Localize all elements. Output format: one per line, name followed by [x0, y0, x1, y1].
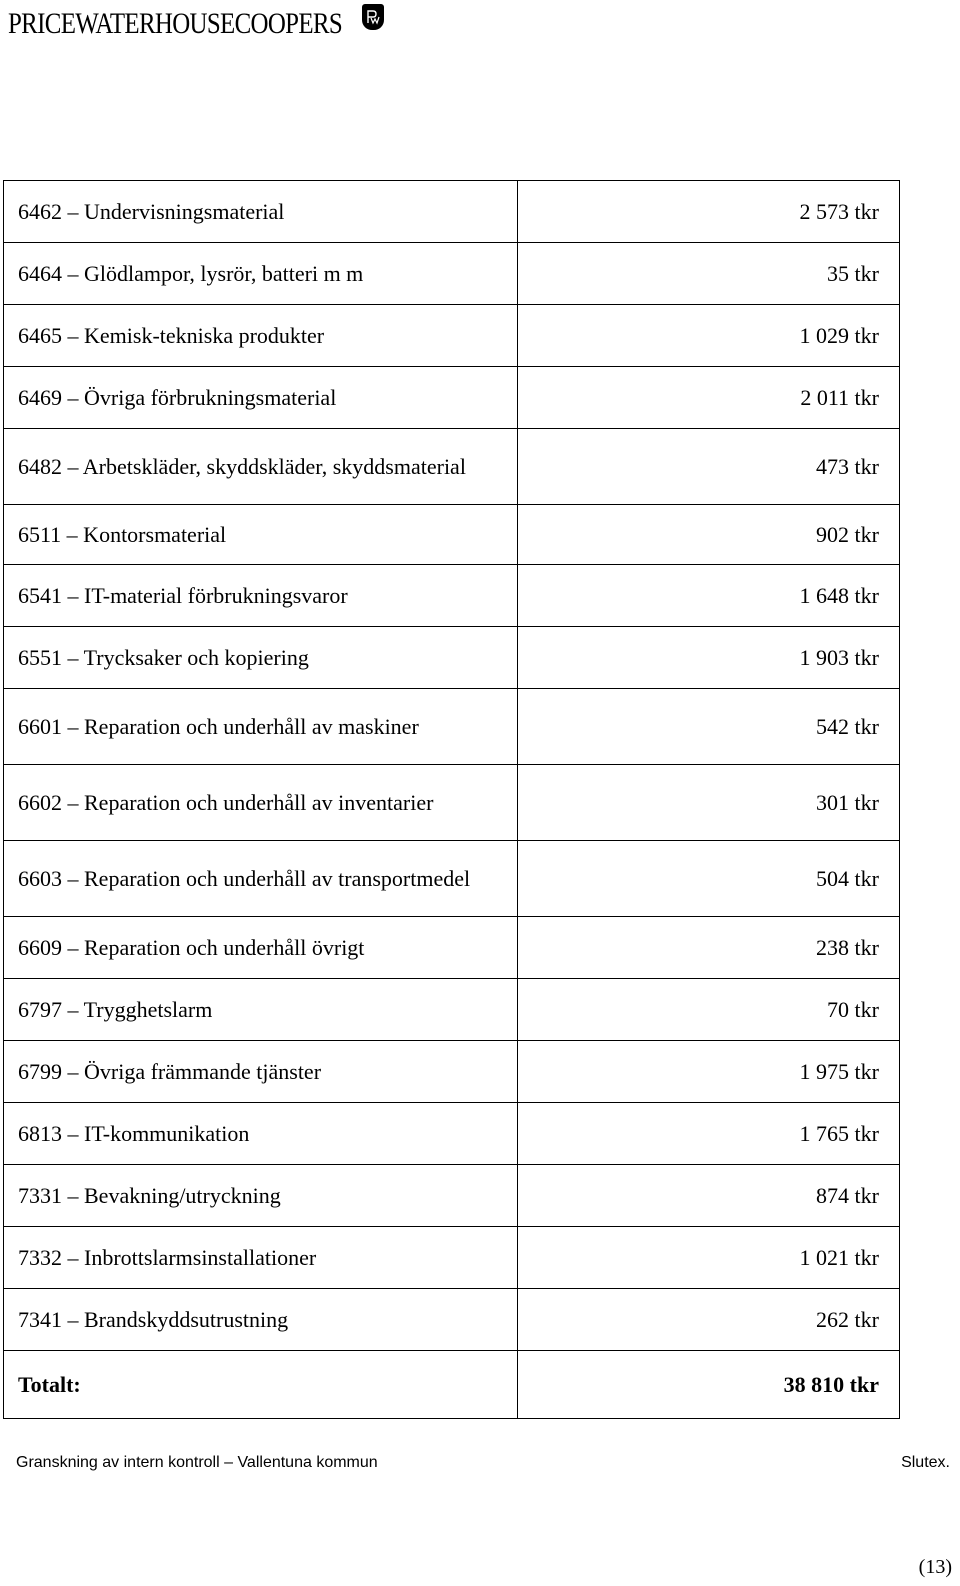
- account-cell: 7331 – Bevakning/utryckning: [4, 1165, 518, 1227]
- amount-cell: 902 tkr: [518, 505, 900, 565]
- amount-cell: 2 573 tkr: [518, 181, 900, 243]
- account-cell: 6797 – Trygghetslarm: [4, 979, 518, 1041]
- total-amount: 38 810 tkr: [518, 1351, 900, 1419]
- amount-cell: 1 021 tkr: [518, 1227, 900, 1289]
- account-cell: 6465 – Kemisk-tekniska produkter: [4, 305, 518, 367]
- account-cell: 6799 – Övriga främmande tjänster: [4, 1041, 518, 1103]
- account-cell: 7341 – Brandskyddsutrustning: [4, 1289, 518, 1351]
- amount-cell: 70 tkr: [518, 979, 900, 1041]
- account-cell: 6482 – Arbetskläder, skyddskläder, skyddsmaterial: [4, 429, 518, 505]
- amount-cell: 1 975 tkr: [518, 1041, 900, 1103]
- company-logo: [8, 6, 410, 42]
- table-row: [4, 429, 900, 505]
- table-row: [4, 367, 900, 429]
- amount-cell: 1 029 tkr: [518, 305, 900, 367]
- expense-table-body: [4, 181, 900, 1419]
- table-row: [4, 917, 900, 979]
- account-cell: 6601 – Reparation och underhåll av maskiner: [4, 689, 518, 765]
- table-row: [4, 689, 900, 765]
- account-cell: 6602 – Reparation och underhåll av inventarier: [4, 765, 518, 841]
- page-number: (13): [918, 1556, 952, 1578]
- account-cell: 6609 – Reparation och underhåll övrigt: [4, 917, 518, 979]
- amount-cell: 504 tkr: [518, 841, 900, 917]
- amount-cell: 35 tkr: [518, 243, 900, 305]
- account-cell: 7332 – Inbrottslarmsinstallationer: [4, 1227, 518, 1289]
- amount-cell: 2 011 tkr: [518, 367, 900, 429]
- amount-cell: 262 tkr: [518, 1289, 900, 1351]
- logo-wordmark: PRICEWATERHOUSECOOPERS: [8, 7, 343, 40]
- total-row: [4, 1351, 900, 1419]
- account-cell: 6464 – Glödlampor, lysrör, batteri m m: [4, 243, 518, 305]
- table-row: [4, 565, 900, 627]
- page-footer: [16, 1454, 950, 1472]
- footer-document-title: Granskning av intern kontroll – Vallentuna kommun: [16, 1454, 378, 1471]
- table-row: [4, 979, 900, 1041]
- account-cell: 6603 – Reparation och underhåll av transportmedel: [4, 841, 518, 917]
- table-row: [4, 305, 900, 367]
- footer-status: Slutex.: [901, 1454, 950, 1471]
- table-row: [4, 765, 900, 841]
- pw-monogram-icon: [365, 8, 381, 26]
- table-row: [4, 1165, 900, 1227]
- amount-cell: 473 tkr: [518, 429, 900, 505]
- logo-seal-icon: [362, 4, 384, 30]
- amount-cell: 1 648 tkr: [518, 565, 900, 627]
- account-cell: 6462 – Undervisningsmaterial: [4, 181, 518, 243]
- amount-cell: 301 tkr: [518, 765, 900, 841]
- table-row: [4, 1227, 900, 1289]
- table-row: [4, 1103, 900, 1165]
- table-row: [4, 505, 900, 565]
- table-row: [4, 627, 900, 689]
- account-cell: 6541 – IT-material förbrukningsvaror: [4, 565, 518, 627]
- table-row: [4, 841, 900, 917]
- account-cell: 6511 – Kontorsmaterial: [4, 505, 518, 565]
- account-cell: 6469 – Övriga förbrukningsmaterial: [4, 367, 518, 429]
- amount-cell: 874 tkr: [518, 1165, 900, 1227]
- amount-cell: 1 765 tkr: [518, 1103, 900, 1165]
- amount-cell: 542 tkr: [518, 689, 900, 765]
- table-row: [4, 1041, 900, 1103]
- account-cell: 6813 – IT-kommunikation: [4, 1103, 518, 1165]
- amount-cell: 238 tkr: [518, 917, 900, 979]
- total-label: Totalt:: [4, 1351, 518, 1419]
- table-row: [4, 1289, 900, 1351]
- table-row: [4, 181, 900, 243]
- table-row: [4, 243, 900, 305]
- amount-cell: 1 903 tkr: [518, 627, 900, 689]
- account-cell: 6551 – Trycksaker och kopiering: [4, 627, 518, 689]
- expense-table: [3, 180, 900, 1419]
